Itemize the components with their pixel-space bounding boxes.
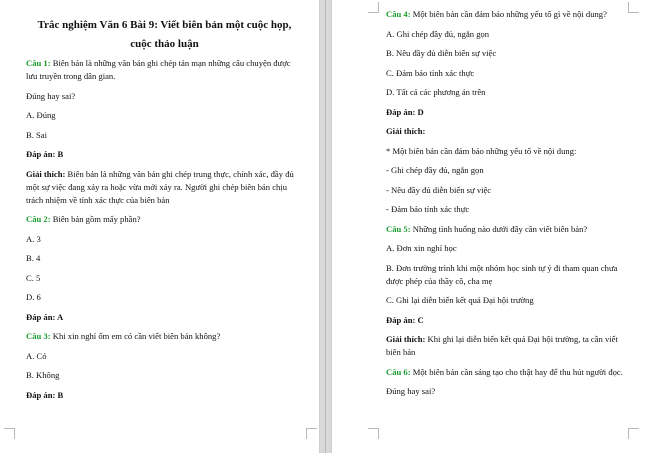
page-corner-mark (368, 2, 379, 13)
option: D. Tất cả các phương án trên (386, 87, 486, 97)
document-page-left (0, 0, 320, 453)
answer: Đáp án: B (26, 389, 64, 400)
question-text: Biên bản là những văn bản ghi chép tản mạn những câu chuyện được lưu truyền trong dân gian. (26, 58, 291, 81)
title-line-2: cuộc thảo luận (130, 38, 199, 50)
page-corner-mark (4, 428, 15, 439)
question-text: Khi xin nghỉ ốm em có cần viết biên bản không? (50, 331, 221, 341)
option: A. Đơn xin nghỉ học (386, 243, 457, 253)
option: D. 6 (26, 292, 41, 302)
option: A. Có (26, 350, 47, 361)
document-page-right (331, 0, 650, 453)
question-5 (386, 223, 630, 236)
explanation (386, 333, 630, 359)
question-4 (386, 8, 630, 21)
question-label: Câu 2: (26, 214, 51, 224)
question-label: Câu 4: (386, 9, 411, 19)
option: A. Ghi chép đầy đủ, ngắn gọn (386, 28, 490, 39)
question-prompt: Đúng hay sai? (386, 386, 436, 396)
option: B. Đơn trường trình khi một nhóm học sinh tự ý đi tham quan chưa được phép của thầy cô, cha mẹ (386, 262, 618, 286)
question-label: Câu 6: (386, 366, 411, 377)
option: B. Sai (26, 129, 48, 140)
question-text: Một biên bản cần sáng tạo cho thật hay để thu hút người đọc. (410, 366, 623, 377)
question-text: Những tình huống nào dưới đây cần viết biên bản? (410, 223, 588, 234)
page-divider (325, 0, 326, 453)
answer: Đáp án: B (26, 149, 64, 159)
question-6 (386, 366, 630, 379)
option: C. Đảm bảo tính xác thực (386, 67, 475, 78)
explanation-label: Giải thích: (26, 168, 66, 179)
question-text: Một biên bản cần đảm bảo những yếu tố gì về nội dung? (410, 9, 607, 19)
question-label: Câu 3: (26, 331, 51, 341)
explanation-line: * Một biên bản cần đảm bảo những yếu tố về nội dung: (386, 145, 577, 156)
page-corner-mark (628, 428, 639, 439)
explanation-line: - Ghi chép đầy đủ, ngắn gọn (386, 165, 484, 175)
page-corner-mark (368, 428, 379, 439)
document-title (26, 16, 303, 54)
option: A. Đúng (26, 110, 56, 120)
explanation (26, 168, 303, 207)
option: B. Nêu đầy đủ diễn biến sự việc (386, 48, 497, 58)
explanation-label: Giải thích: (386, 126, 426, 136)
option: B. 4 (26, 253, 41, 263)
option: C. 5 (26, 272, 41, 283)
option: B. Không (26, 370, 60, 380)
question-prompt: Đúng hay sai? (26, 90, 76, 101)
explanation-label: Giải thích: (386, 334, 426, 344)
option: A. 3 (26, 233, 41, 244)
option: C. Ghi lại diễn biến kết quả Đại hội trường (386, 295, 534, 305)
answer: Đáp án: A (26, 311, 64, 322)
question-2 (26, 213, 303, 226)
question-3 (26, 330, 303, 343)
question-text: Biên bản gồm mấy phần? (50, 214, 141, 224)
question-label: Câu 5: (386, 223, 411, 234)
title-line-1: Trắc nghiệm Văn 6 Bài 9: Viết biên bản một cuộc họp, (37, 19, 292, 31)
answer: Đáp án: C (386, 314, 424, 325)
explanation-line: - Đảm bảo tính xác thực (386, 204, 470, 214)
explanation-text: Biên bản là những văn bản ghi chép trung thực, chính xác, đầy đủ một sự việc đang xảy ra hoặc vừa mới xảy ra. Người ghi chép biên bản chịu trách nhiệm về tính xác thực của biên bản (26, 168, 294, 205)
page-corner-mark (306, 428, 317, 439)
answer: Đáp án: D (386, 106, 424, 117)
question-label: Câu 1: (26, 58, 51, 68)
explanation-text: Khi ghi lại diễn biến kết quả Đại hội trường, ta cần viết biên bản (386, 334, 618, 357)
question-1 (26, 57, 303, 83)
explanation-line: - Nêu đầy đủ diễn biến sự việc (386, 184, 492, 195)
